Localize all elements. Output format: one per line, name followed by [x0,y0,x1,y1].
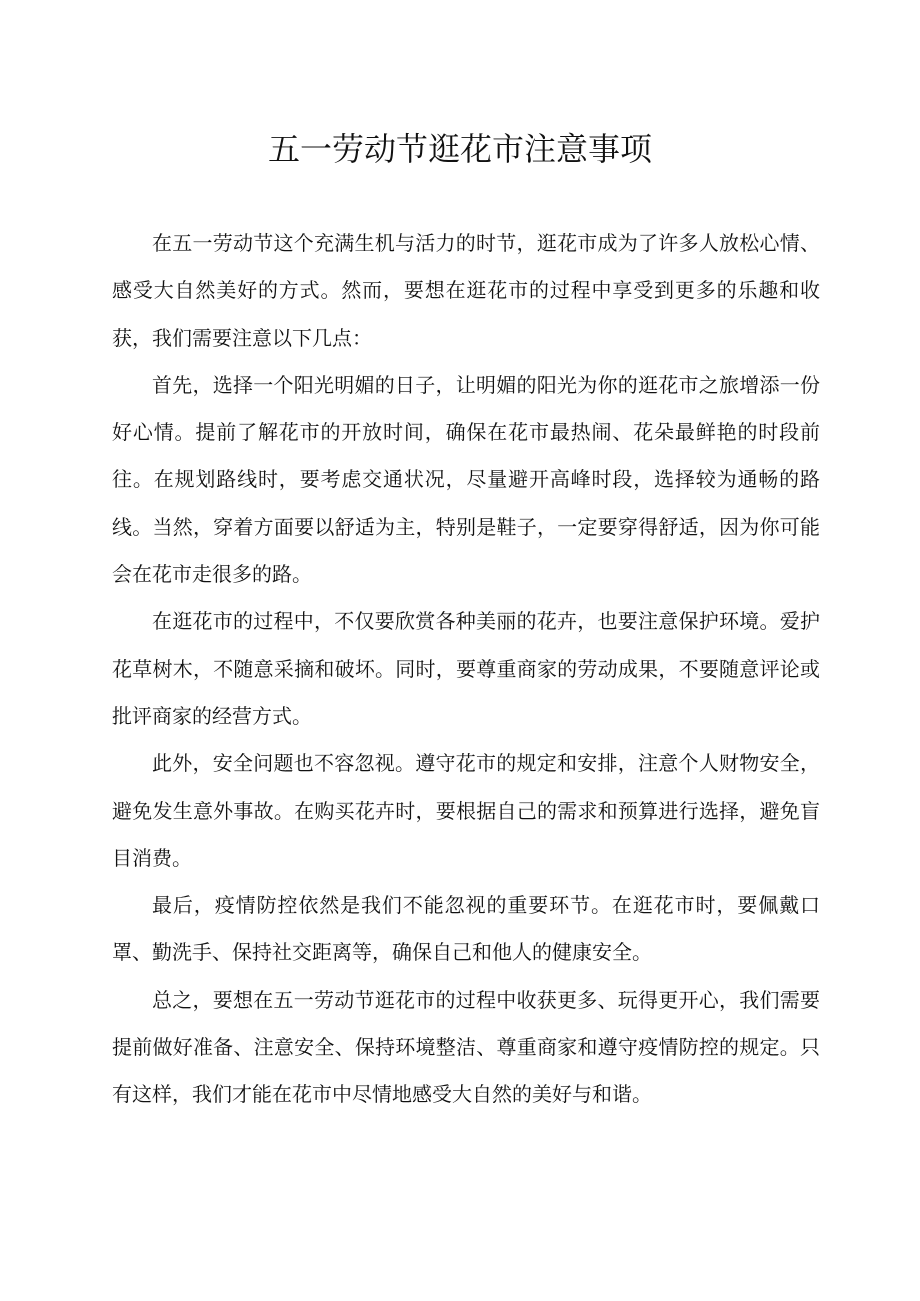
paragraph-first: 首先，选择一个阳光明媚的日子，让明媚的阳光为你的逛花市之旅增添一份好心情。提前了解花市的开放时间，确保在花市最热闹、花朵最鲜艳的时段前往。在规划路线时，要考虑交通状况，尽量避开高峰时段，选择较为通畅的路线。当然，穿着方面要以舒适为主，特别是鞋子，一定要穿得舒适，因为你可能会在花市走很多的路。 [112,372,820,587]
paragraph-safety: 此外，安全问题也不容忽视。遵守花市的规定和安排，注意个人财物安全，避免发生意外事故。在购买花卉时，要根据自己的需求和预算进行选择，避免盲目消费。 [112,751,820,870]
document-body [112,220,820,1119]
document-title: 五一劳动节逛花市注意事项 [267,130,652,168]
paragraph-intro: 在五一劳动节这个充满生机与活力的时节，逛花市成为了许多人放松心情、感受大自然美好的方式。然而，要想在逛花市的过程中享受到更多的乐趣和收获，我们需要注意以下几点： [112,231,820,350]
paragraph-epidemic: 最后，疫情防控依然是我们不能忽视的重要环节。在逛花市时，要佩戴口罩、勤洗手、保持社交距离等，确保自己和他人的健康安全。 [112,893,820,965]
paragraph-conclusion: 总之，要想在五一劳动节逛花市的过程中收获更多、玩得更开心，我们需要提前做好准备、注意安全、保持环境整洁、尊重商家和遵守疫情防控的规定。只有这样，我们才能在花市中尽情地感受大自然的美好与和谐。 [112,987,820,1107]
paragraph-environment: 在逛花市的过程中，不仅要欣赏各种美丽的花卉，也要注意保护环境。爱护花草树木，不随意采摘和破坏。同时，要尊重商家的劳动成果，不要随意评论或批评商家的经营方式。 [112,609,820,728]
